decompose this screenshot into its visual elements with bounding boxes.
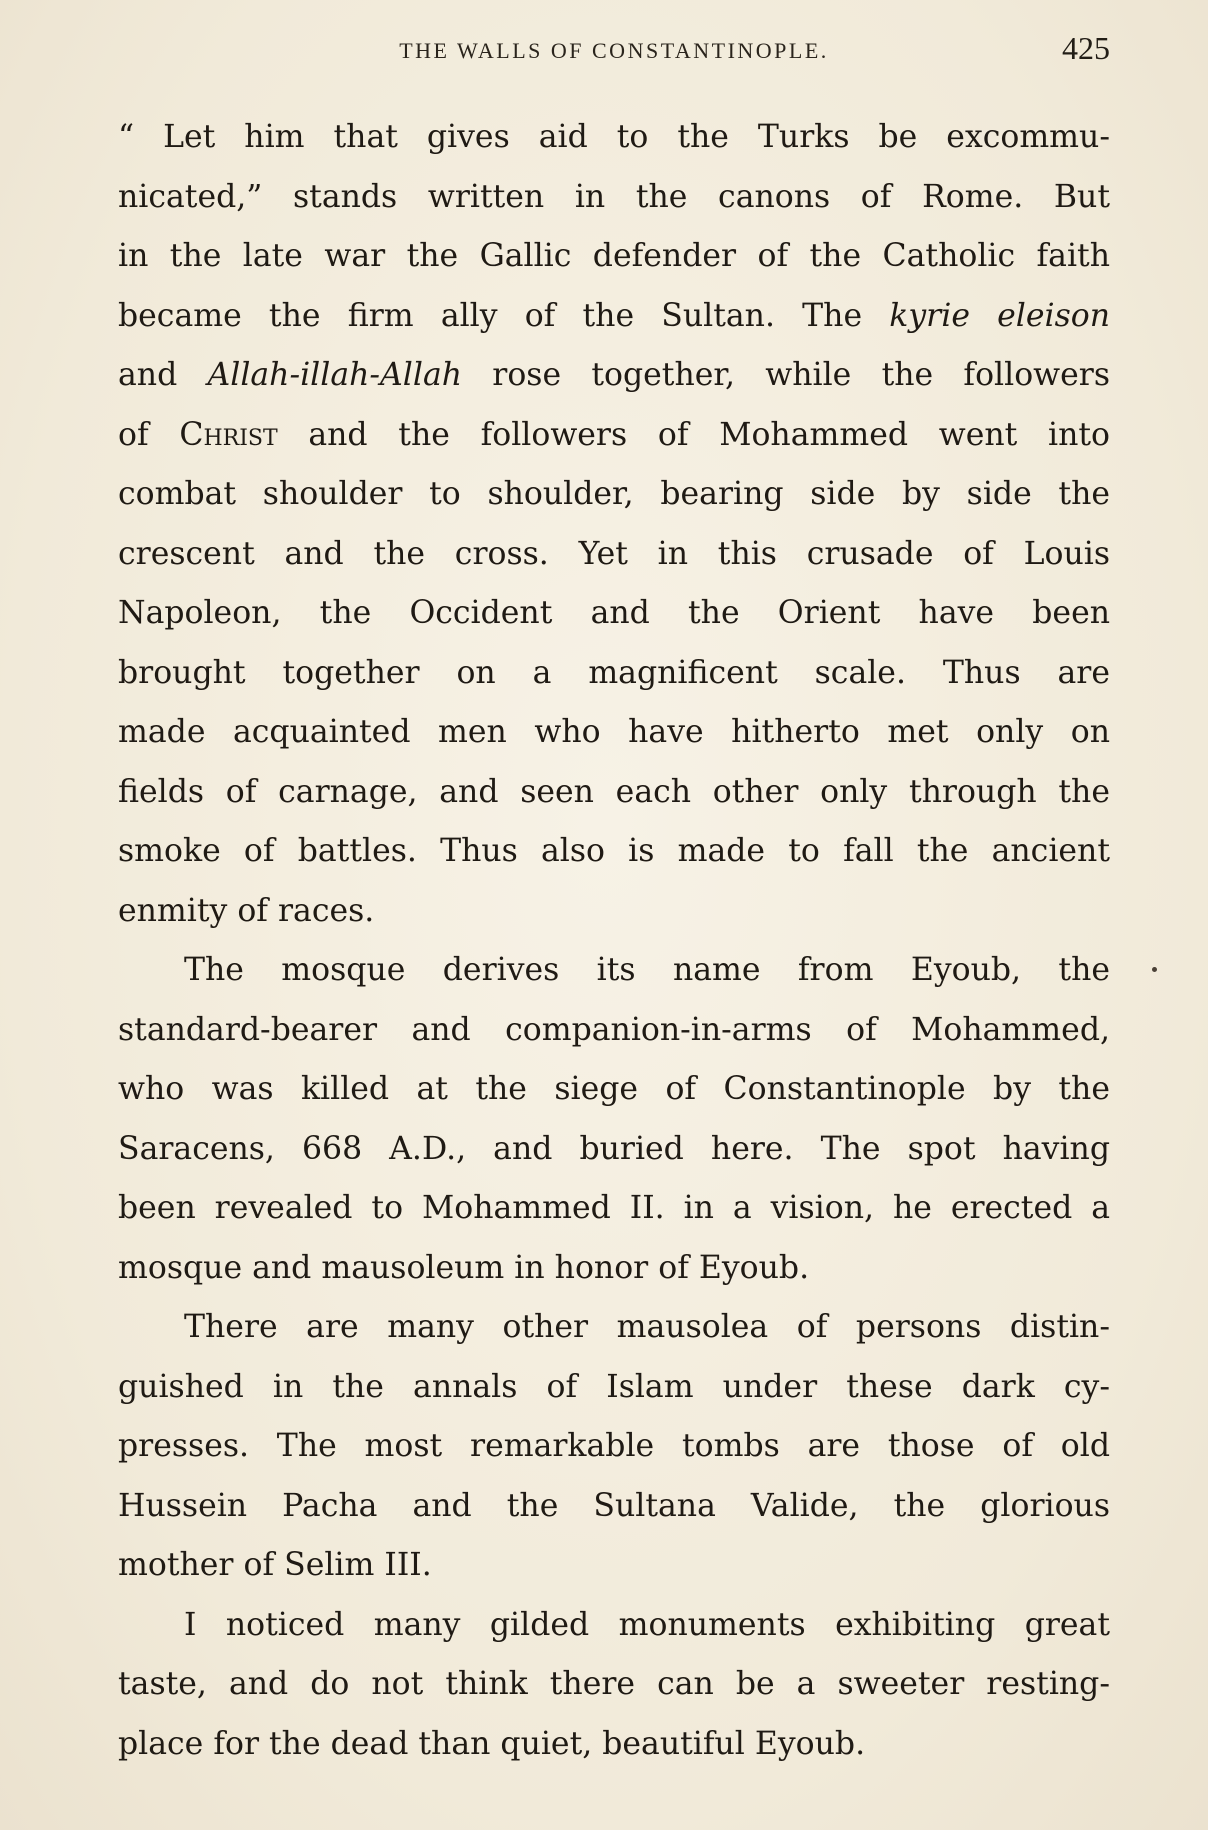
text-line — [118, 822, 1110, 882]
text-span: who was killed at the siege of Constantinople by the — [118, 1071, 1110, 1107]
text-line — [118, 227, 1110, 287]
text-line — [118, 1536, 1110, 1596]
text-line — [118, 1120, 1110, 1180]
text-line — [118, 108, 1110, 168]
text-span: The mosque derives its name from Eyoub, the — [184, 952, 1110, 988]
text-line — [118, 882, 1110, 942]
text-line — [118, 1001, 1110, 1061]
text-span: been revealed to Mohammed II. in a vision, he erected a — [118, 1190, 1110, 1226]
small-caps-word: Christ — [179, 416, 278, 453]
text-span: fields of carnage, and seen each other only through the — [118, 773, 1110, 810]
text-span: taste, and do not think there can be a sweeter resting- — [118, 1666, 1110, 1702]
text-line — [118, 703, 1110, 763]
text-line — [118, 1298, 1110, 1358]
text-line — [118, 1596, 1110, 1656]
text-span: became the firm ally of the Sultan. The — [118, 297, 890, 334]
text-span: mother of Selim III. — [118, 1547, 432, 1583]
text-span: of — [118, 416, 180, 453]
body-text — [118, 108, 1110, 1774]
text-span: rose together, while the followers — [462, 357, 1110, 393]
text-span: “ Let him that gives aid to the Turks be excommu- — [118, 119, 1110, 155]
page-number: 425 — [1062, 30, 1110, 66]
text-span: Hussein Pacha and the Sultana Valide, the glorious — [118, 1487, 1110, 1524]
running-title: THE WALLS OF CONSTANTINOPLE. — [399, 38, 829, 63]
text-span: presses. The most remarkable tombs are those of old — [118, 1428, 1110, 1464]
text-span: and the followers of Mohammed went into — [277, 416, 1110, 453]
text-line — [118, 346, 1110, 406]
text-line — [118, 584, 1110, 644]
text-line — [118, 406, 1110, 466]
text-line — [118, 465, 1110, 525]
text-span: crescent and the cross. Yet in this crusade of Louis — [118, 535, 1110, 572]
text-line — [118, 1060, 1110, 1120]
ink-speck — [1152, 967, 1157, 972]
text-line — [118, 644, 1110, 704]
text-line — [118, 525, 1110, 585]
text-span: guished in the annals of Islam under these dark cy- — [118, 1368, 1110, 1405]
text-span: Saracens, 668 A.D., and buried here. The spot having — [118, 1130, 1110, 1167]
text-span: smoke of battles. Thus also is made to fall the ancient — [118, 833, 1110, 869]
text-span: and — [118, 357, 208, 393]
text-line — [118, 1358, 1110, 1418]
text-span: brought together on a magnificent scale. Thus are — [118, 654, 1110, 691]
italic-phrase: Allah-illah-Allah — [207, 357, 463, 393]
text-span: standard-bearer and companion-in-arms of Mohammed, — [118, 1011, 1110, 1048]
text-line — [118, 1417, 1110, 1477]
text-line — [118, 1655, 1110, 1715]
text-span: place for the dead than quiet, beautiful Eyoub. — [118, 1725, 866, 1762]
text-span: combat shoulder to shoulder, bearing side by side the — [118, 476, 1110, 512]
text-span: Napoleon, the Occident and the Orient have been — [118, 595, 1110, 631]
text-line — [118, 1239, 1110, 1299]
text-line — [118, 168, 1110, 228]
text-line — [118, 1179, 1110, 1239]
text-line — [118, 763, 1110, 823]
text-span: nicated,” stands written in the canons of Rome. But — [118, 178, 1110, 215]
text-line — [118, 287, 1110, 347]
text-line — [118, 941, 1110, 1001]
text-span: I noticed many gilded monuments exhibiting great — [184, 1606, 1110, 1643]
text-span: mosque and mausoleum in honor of Eyoub. — [118, 1249, 810, 1286]
italic-phrase: kyrie eleison — [889, 297, 1110, 334]
text-span: made acquainted men who have hitherto met only on — [118, 714, 1110, 750]
text-span: enmity of races. — [118, 892, 375, 929]
text-span: There are many other mausolea of persons distin- — [184, 1309, 1110, 1345]
running-head — [118, 28, 1110, 68]
text-span: in the late war the Gallic defender of the Catholic faith — [118, 238, 1110, 274]
text-line — [118, 1715, 1110, 1775]
text-line — [118, 1477, 1110, 1537]
